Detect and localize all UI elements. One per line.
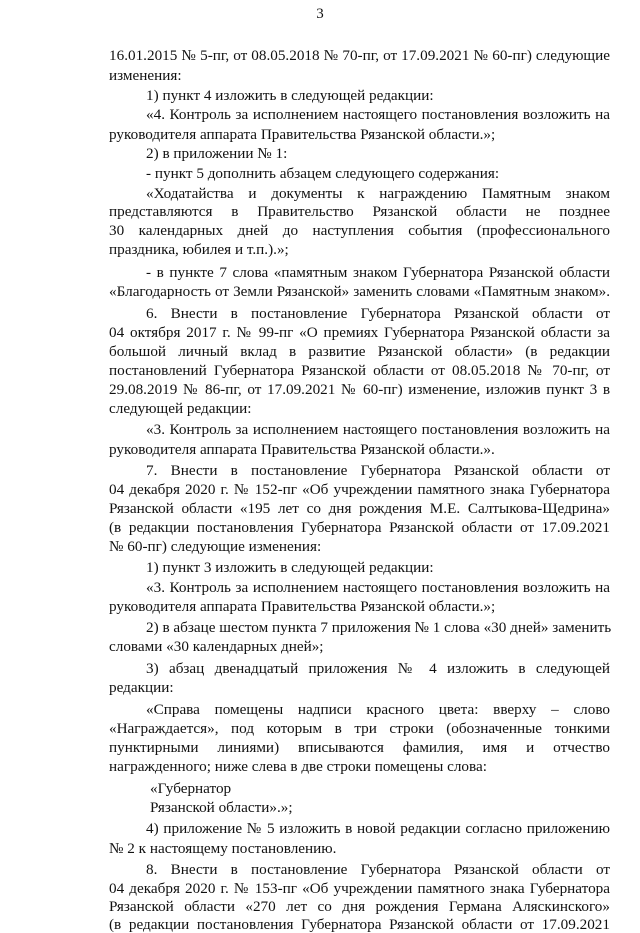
text-line: 04 декабря 2020 г. № 153-пг «Об учреждении памятного знака Губернатора (109, 880, 610, 897)
text-line: 2) в абзаце шестом пункта 7 приложения № 1 слова «30 дней» заменить (146, 619, 612, 636)
text-line: руководителя аппарата Правительства Рязанской области.»; (109, 126, 496, 143)
text-line: большой личный вклад в развитие Рязанской области» (в редакции (109, 343, 610, 360)
text-line: «Ходатайства и документы к награждению Памятным знаком (146, 185, 610, 202)
text-line: следующей редакции: (109, 400, 252, 417)
text-line: изменения: (109, 67, 182, 84)
text-line: 7. Внести в постановление Губернатора Рязанской области от (146, 462, 610, 479)
page-number: 3 (316, 6, 324, 22)
text-line: «Награждается», под которым в три строки (обозначенные тонкими (109, 720, 610, 737)
text-line: постановлений Губернатора Рязанской области от 08.05.2018 № 70-пг, от (109, 362, 610, 379)
text-line: редакции: (109, 679, 174, 696)
text-line: награжденного; ниже слева в две строки помещены слова: (109, 758, 487, 775)
text-line: 4) приложение № 5 изложить в новой редакции согласно приложению (146, 820, 610, 837)
text-line: 6. Внести в постановление Губернатора Рязанской области от (146, 305, 610, 322)
text-line: 04 октября 2017 г. № 99-пг «О премиях Губернатора Рязанской области за (109, 324, 610, 341)
text-line: 3) абзац двенадцатый приложения № 4 изложить в следующей (146, 660, 610, 677)
text-line: (в редакции постановления Губернатора Рязанской области от 17.09.2021 (109, 519, 610, 536)
text-line: 2) в приложении № 1: (146, 145, 288, 162)
text-line: Рязанской области «270 лет со дня рождения Германа Аляскинского» (109, 898, 610, 915)
text-line: 1) пункт 3 изложить в следующей редакции: (146, 559, 434, 576)
text-line: «Благодарность от Земли Рязанской» заменить словами «Памятным знаком». (109, 283, 610, 300)
text-line: руководителя аппарата Правительства Рязанской области.»; (109, 598, 496, 615)
text-line: словами «30 календарных дней»; (109, 638, 324, 655)
text-line: представляются в Правительство Рязанской области не позднее (109, 203, 610, 220)
text-line: Рязанской области».»; (150, 799, 293, 816)
text-line: 04 декабря 2020 г. № 152-пг «Об учреждении памятного знака Губернатора (109, 481, 610, 498)
text-line: 29.08.2019 № 86-пг, от 17.09.2021 № 60-пг) изменение, изложив пункт 3 в (109, 381, 610, 398)
text-line: «3. Контроль за исполнением настоящего постановления возложить на (146, 421, 610, 438)
text-line: 8. Внести в постановление Губернатора Рязанской области от (146, 861, 610, 878)
text-line: (в редакции постановления Губернатора Рязанской области от 17.09.2021 (109, 916, 610, 933)
text-line: Рязанской области «195 лет со дня рождения М.Е. Салтыкова-Щедрина» (109, 500, 610, 517)
text-line: 1) пункт 4 изложить в следующей редакции: (146, 87, 434, 104)
text-line: «Справа помещены надписи красного цвета: вверху – слово (146, 701, 610, 718)
text-line: № 60-пг) следующие изменения: (109, 538, 322, 555)
text-line: пунктирными линиями) вписываются фамилия, имя и отчество (109, 739, 610, 756)
text-line: - пункт 5 дополнить абзацем следующего содержания: (146, 165, 500, 182)
text-line: 16.01.2015 № 5-пг, от 08.05.2018 № 70-пг, от 17.09.2021 № 60-пг) следующие (109, 47, 610, 64)
text-line: № 2 к настоящему постановлению. (109, 840, 337, 857)
text-line: 30 календарных дней до наступления события (профессионального (109, 222, 610, 239)
text-line: - в пункте 7 слова «памятным знаком Губернатора Рязанской области (146, 264, 610, 281)
text-line: руководителя аппарата Правительства Рязанской области.». (109, 441, 495, 458)
text-line: «4. Контроль за исполнением настоящего постановления возложить на (146, 106, 610, 123)
text-line: «3. Контроль за исполнением настоящего постановления возложить на (146, 579, 610, 596)
text-line: праздника, юбилея и т.п.).»; (109, 241, 289, 258)
text-line: «Губернатор (150, 780, 232, 797)
